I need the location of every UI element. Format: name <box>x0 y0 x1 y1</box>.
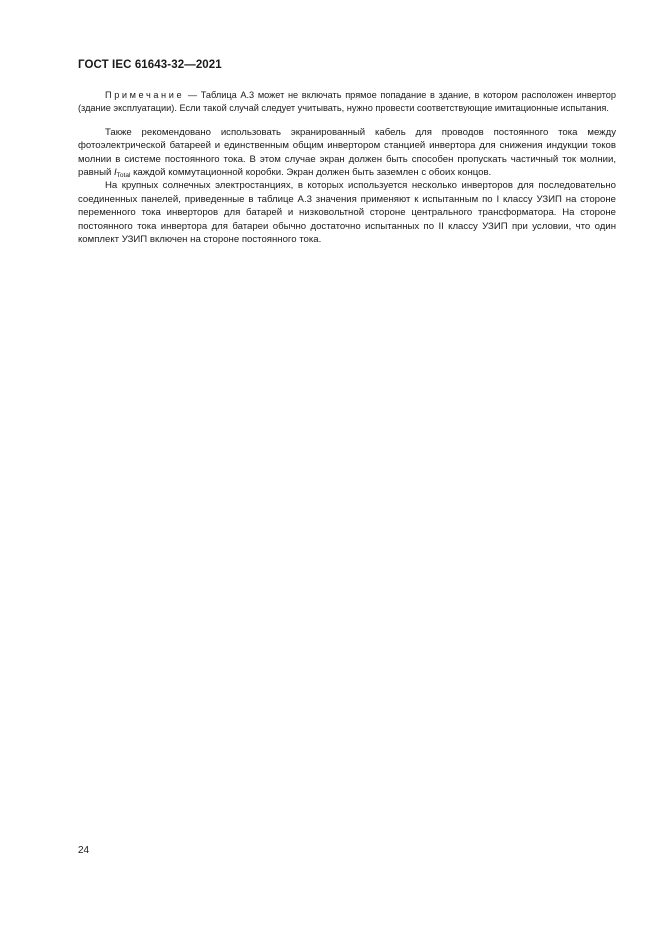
current-symbol: I <box>114 167 117 179</box>
page-number: 24 <box>78 845 90 856</box>
page-body <box>78 89 616 246</box>
page-header-title: ГОСТ IEC 61643-32—2021 <box>78 59 222 71</box>
paragraph-1-text-start: Также рекомендовано использовать экранированный кабель для проводов постоянного тока между фотоэлектрической батареей и единственным общим инвертором станцией инвертора для снижения индукции токов молнии в системе постоянного тока. В этом случае экран должен быть способен пропускать частичный ток молнии, равный <box>78 126 616 179</box>
note-label: Примечание <box>105 90 185 100</box>
note-paragraph <box>78 89 616 116</box>
body-paragraph-large-plants: На крупных солнечных электростанциях, в которых используется несколько инверторов для последовательно соединенных панелей, приведенные в таблице А.3 значения применяют к испытанным по I классу УЗИП на стороне переменного тока инверторов для батарей и низковольтной стороне центрального трансформатора. На стороне постоянного тока инвертора для батареи обычно достаточно испытанных по II классу УЗИП при условии, что один комплект УЗИП включен на стороне постоянного тока. <box>78 180 616 246</box>
note-text: — Таблица А.3 может не включать прямое попадание в здание, в котором расположен инвертор (здание эксплуатации). Если такой случай следует учитывать, нужно провести соответствующие имитационные испытания. <box>78 90 616 114</box>
paragraph-1-text-end: каждой коммутационной коробки. Экран должен быть заземлен с обоих концов. <box>130 167 492 179</box>
body-paragraph-shielded-cable <box>78 126 616 180</box>
current-symbol-subscript: Total <box>116 172 131 180</box>
